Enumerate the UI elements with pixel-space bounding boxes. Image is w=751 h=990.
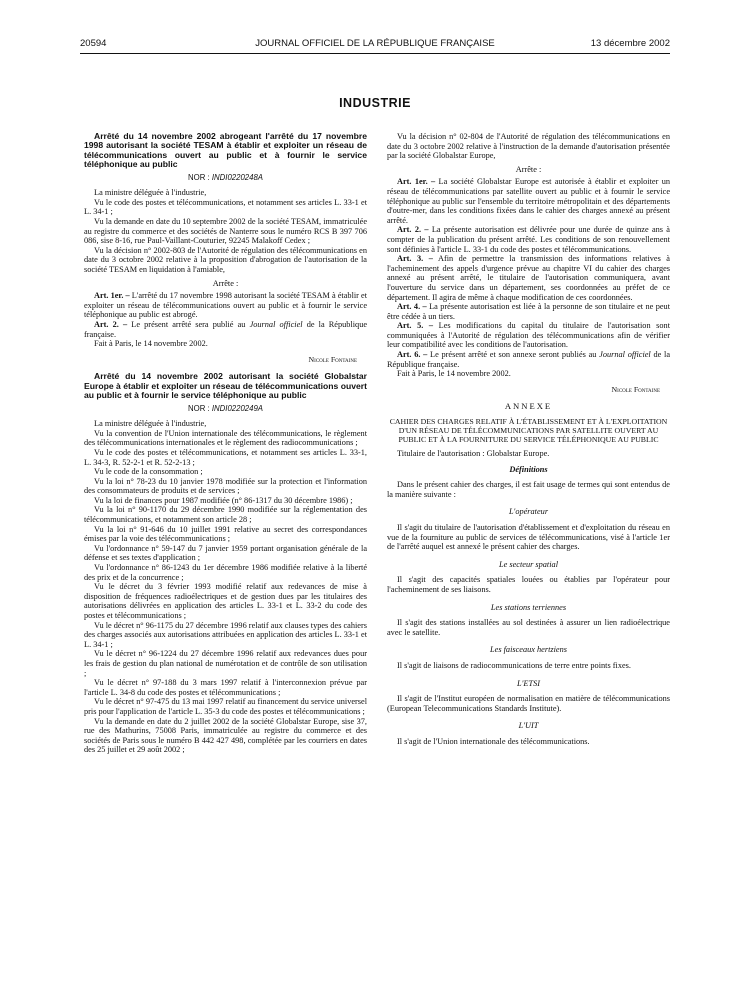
paragraph: Vu la loi de finances pour 1987 modifiée (n° 86-1317 du 30 décembre 1986) ; [94, 495, 353, 505]
paragraph: Vu le décret du 3 février 1993 modifié relatif aux redevances de mise à disposition de fréquences radioélectriques et de gestion dues par les titulaires des autorisations délivrées en application des articles L. 33-1 et L. 33-2 du code des postes et télécommunications ; [84, 582, 367, 620]
left-column [84, 132, 367, 755]
paragraph: Il s'agit de l'Union internationale des télécommunications. [397, 736, 590, 746]
paragraph: Vu le décret n° 97-475 du 13 mai 1997 relatif au financement du service universel pris pour l'application de l'article L. 35-3 du code des postes et télécommunications ; [84, 697, 367, 716]
subheading: Le secteur spatial [499, 559, 558, 569]
subheading: L'ETSI [517, 678, 540, 688]
paragraph: Vu le décret n° 96-1224 du 27 décembre 1996 relatif aux redevances dues pour les frais de gestion du plan national de numérotation et de contrôle de son utilisation ; [84, 649, 367, 678]
paragraph: Il s'agit des stations installées au sol destinées à assurer un lien radioélectrique avec le satellite. [387, 618, 670, 637]
article-1: Art. 1er. – La société Globalstar Europe est autorisée à établir et exploiter un réseau de télécommunications par satellite ouvert au public et à fournir le service téléphonique au public sur l'ensemble du territoire métropolitain et des départements d'outre-mer, dans les conditions fixées dans le cahier des charges annexé au présent arrêté. [387, 177, 671, 225]
paragraph: Vu la décision n° 02-804 de l'Autorité de régulation des télécommunications en date du 3 octobre 2002 relative à l'instruction de la demande d'autorisation présentée par la société Globalstar Europe, [387, 132, 670, 161]
paragraph: Vu le décret n° 96-1175 du 27 décembre 1996 relatif aux clauses types des cahiers des charges associés aux autorisations attribuées en application des articles L. 33-1 et L. 34-1 ; [84, 620, 368, 649]
paragraph: Vu le code de la consommation ; [94, 467, 203, 477]
paragraph: Il s'agit de l'Institut européen de normalisation en matière de télécommunications (European Telecommunications Standards Institute). [387, 694, 670, 713]
nor-reference: NOR : INDI0220248A [188, 172, 263, 182]
decree-title-globalstar: Arrêté du 14 novembre 2002 autorisant la société Globalstar Europe à établir et exploiter un réseau de télécommunications ouvert au public et à fournir le service téléphonique au public [84, 371, 367, 401]
paragraph: Vu le code des postes et télécommunications, et notamment ses articles L. 33-1, L. 34-3, R. 52-2-1 et R. 52-2-13 ; [84, 447, 367, 467]
article-4: Art. 4. – La présente autorisation est liée à la personne de son titulaire et ne peut être cédée à un tiers. [387, 302, 671, 321]
paragraph: Vu l'ordonnance n° 59-147 du 7 janvier 1959 portant organisation générale de la défense et ses textes d'application ; [84, 543, 367, 563]
definitions-heading: Définitions [509, 464, 548, 474]
section-title: INDUSTRIE [339, 96, 411, 110]
arrete-heading: Arrête : [515, 164, 542, 174]
annexe-title: CAHIER DES CHARGES RELATIF À L'ÉTABLISSEMENT ET À L'EXPLOITATION D'UN RÉSEAU DE TÉLÉCOMMUNICATIONS PAR SATELLITE OUVERT AU PUBLIC ET À LA FOURNITURE DU SERVICE TÉLÉPHONIQUE AU PUBLIC [389, 417, 668, 445]
page-header [80, 38, 670, 52]
paragraph: Vu la loi n° 91-646 du 10 juillet 1991 relative au secret des correspondances émises par la voie des télécommunications ; [84, 524, 367, 544]
signature-place-date: Fait à Paris, le 14 novembre 2002. [94, 339, 208, 349]
article-2: Art. 2. – La présente autorisation est délivrée pour une durée de quinze ans à compter de la publication du présent arrêté. Les conditions de son renouvellement sont définies à l'article L. 33-1 du code des postes et télécommunications. [387, 225, 670, 254]
signature: Nicole Fontaine [611, 384, 660, 394]
paragraph: Vu le code des postes et télécommunications, et notamment ses articles L. 33-1 et L. 34-1 ; [84, 197, 367, 217]
decree-title-tesam: Arrêté du 14 novembre 2002 abrogeant l'arrêté du 17 novembre 1998 autorisant la société TESAM à établir et exploiter un réseau de télécommunications ouvert au public et à fournir le service téléphonique au public [84, 131, 367, 170]
paragraph: Vu la décision n° 2002-803 de l'Autorité de régulation des télécommunications en date du 3 octobre 2002 relative à la proposition d'abrogation de l'autorisation de la société TESAM en liquidation à l'amiable, [84, 245, 367, 274]
annexe-heading: ANNEXE [504, 401, 553, 412]
paragraph: Titulaire de l'autorisation : Globalstar Europe. [397, 449, 550, 459]
paragraph: Vu la demande en date du 10 septembre 2002 de la société TESAM, immatriculée au registre du commerce et des sociétés de Nanterre sous le numéro RCS B 397 706 086, sise 8-16, rue Paul-Vaillant-Couturier, 92245 Malakoff Cedex ; [84, 217, 367, 246]
paragraph: Vu la loi n° 78-23 du 10 janvier 1978 modifiée sur la protection et l'information des consommateurs de produits et de services ; [84, 476, 367, 496]
paragraph: Vu la convention de l'Union internationale des télécommunications, le règlement des télécommunications internationales et le règlement des radiocommunications ; [84, 428, 367, 448]
article-5: Art. 5. – Les modifications du capital du titulaire de l'autorisation sont communiquées à l'Autorité de régulation des télécommunications afin de vérifier leur compatibilité avec les conditions de l'autorisation. [387, 321, 671, 350]
right-column [387, 132, 670, 747]
paragraph: Vu l'ordonnance n° 86-1243 du 1er décembre 1986 modifiée relative à la liberté des prix et de la concurrence ; [84, 563, 367, 582]
paragraph: Vu la loi n° 90-1170 du 29 décembre 1990 modifiée sur la réglementation des télécommunications, et notamment son article 28 ; [84, 505, 367, 525]
subheading: Les faisceaux hertziens [490, 645, 567, 655]
paragraph: Il s'agit des capacités spatiales louées ou établies par l'opérateur pour l'acheminement de ses liaisons. [387, 575, 670, 594]
article-2: Art. 2. – Le présent arrêté sera publié au Journal officiel de la République française. [84, 319, 368, 339]
paragraph: Dans le présent cahier des charges, il est fait usage de termes qui sont entendus de la manière suivante : [387, 480, 670, 499]
subheading: L'UIT [518, 721, 539, 731]
journal-title: JOURNAL OFFICIEL DE LA RÉPUBLIQUE FRANÇAISE [255, 38, 495, 49]
paragraph: La ministre déléguée à l'industrie, [94, 419, 207, 429]
signature-place-date: Fait à Paris, le 14 novembre 2002. [397, 369, 511, 379]
issue-date: 13 décembre 2002 [590, 38, 670, 49]
article-3: Art. 3. – Afin de permettre la transmission des informations relatives à l'acheminement des appels d'urgence prévue au chapitre VI du cahier des charges annexé au présent arrêté, le titulaire de l'autorisation communiquera, avant l'ouverture du service dans un département, ses coordonnées au préfet de ce département. Il agira de même à chaque modification de ces coordonnées. [387, 254, 670, 302]
paragraph: Il s'agit du titulaire de l'autorisation d'établissement et d'exploitation du réseau en vue de la fourniture au public de services de télécommunications, visé à l'article 1er de l'arrêté auquel est annexé le présent cahier des charges. [387, 523, 670, 552]
arrete-heading: Arrête : [212, 278, 239, 288]
subheading: L'opérateur [508, 507, 549, 517]
subheading: Les stations terriennes [490, 602, 567, 612]
paragraph: Il s'agit de liaisons de radiocommunications de terre entre points fixes. [397, 660, 631, 670]
header-rule [80, 53, 670, 54]
signature: Nicole Fontaine [308, 354, 357, 364]
nor-reference: NOR : INDI0220249A [188, 403, 263, 413]
paragraph: Vu la demande en date du 2 juillet 2002 de la société Globalstar Europe, sise 37, rue des Mathurins, 75008 Paris, immatriculée au registre du commerce et des sociétés de Paris sous le numéro B 442 427 498, complétée par les courriers en dates des 25 juillet et 29 août 2002 ; [84, 716, 367, 755]
article-6: Art. 6. – Le présent arrêté et son annexe seront publiés au Journal officiel de la République française. [387, 350, 671, 369]
article-1: Art. 1er. – L'arrêté du 17 novembre 1998 autorisant la société TESAM à établir et exploiter un réseau de télécommunications ouvert au public et à fournir le service téléphonique au public est abrogé. [84, 291, 368, 320]
page-number: 20594 [80, 38, 107, 49]
paragraph: Vu le décret n° 97-188 du 3 mars 1997 relatif à l'interconnexion prévue par l'article L. 34-8 du code des postes et télécommunications ; [84, 678, 367, 697]
paragraph: La ministre déléguée à l'industrie, [94, 188, 207, 198]
